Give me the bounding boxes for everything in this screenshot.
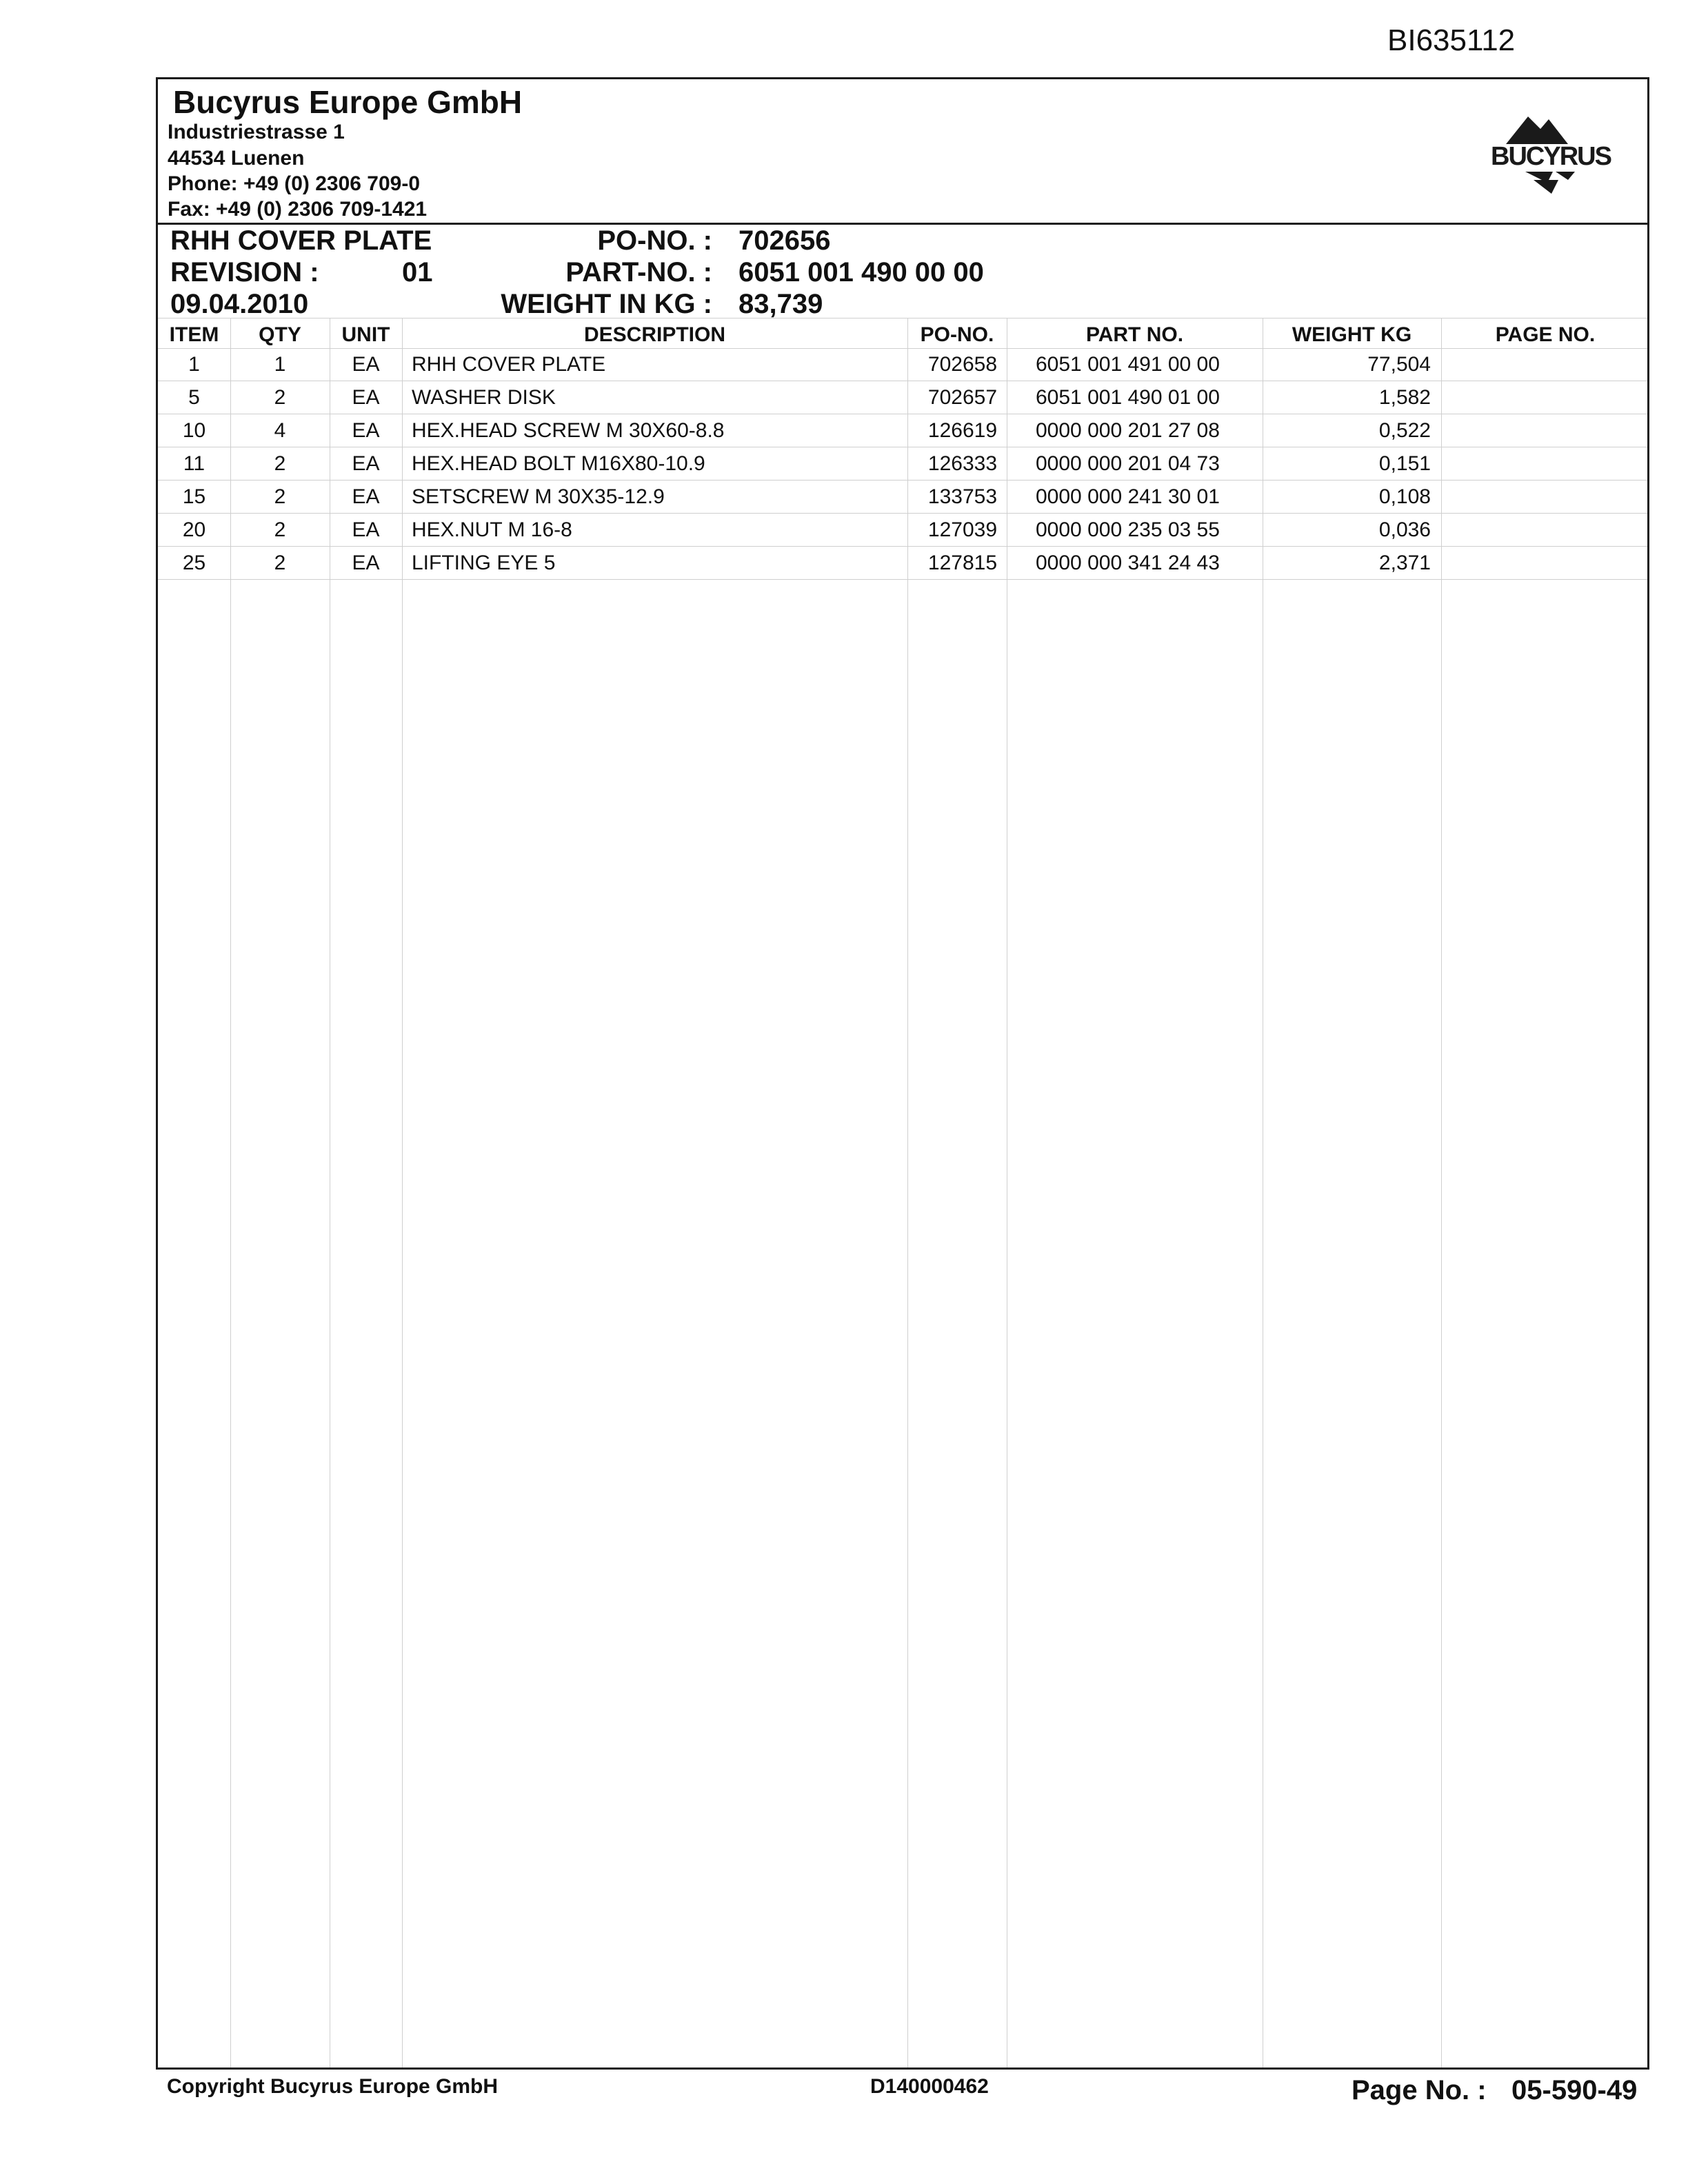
cell-weight: 1,582 — [1378, 386, 1431, 409]
cell-weight: 0,151 — [1378, 452, 1431, 475]
col-header-po: PO-NO. — [920, 323, 994, 346]
cell-po: 127039 — [927, 518, 997, 541]
page-number-label: Page No. : — [1352, 2075, 1487, 2105]
cell-item: 11 — [183, 452, 205, 475]
row-divider — [158, 546, 1647, 547]
company-city: 44534 Luenen — [168, 147, 305, 170]
document-date: 09.04.2010 — [170, 289, 309, 319]
page-number-value: 05-590-49 — [1511, 2075, 1638, 2105]
col-header-unit: UNIT — [341, 323, 390, 346]
cell-unit: EA — [352, 552, 380, 574]
cell-part: 0000 000 201 04 73 — [1036, 452, 1220, 475]
cell-po: 702657 — [927, 386, 997, 409]
cell-unit: EA — [352, 518, 380, 541]
cell-unit: EA — [352, 485, 380, 508]
document-code: D140000462 — [870, 2075, 989, 2098]
col-header-qty: QTY — [259, 323, 301, 346]
part-title: RHH COVER PLATE — [170, 225, 432, 256]
cell-item: 1 — [188, 353, 200, 376]
cell-part: 6051 001 490 01 00 — [1036, 386, 1220, 409]
cell-weight: 0,036 — [1378, 518, 1431, 541]
cell-part: 6051 001 491 00 00 — [1036, 353, 1220, 376]
po-label: PO-NO. : — [597, 225, 712, 256]
revision-value: 01 — [402, 257, 433, 287]
cell-description: SETSCREW M 30X35-12.9 — [412, 485, 665, 508]
weight-value: 83,739 — [738, 289, 823, 319]
cell-part: 0000 000 241 30 01 — [1036, 485, 1220, 508]
po-value: 702656 — [738, 225, 831, 256]
cell-weight: 0,108 — [1378, 485, 1431, 508]
cell-qty: 1 — [274, 353, 286, 376]
cell-weight: 2,371 — [1378, 552, 1431, 574]
col-divider — [402, 318, 403, 2067]
company-phone: Phone: +49 (0) 2306 709-0 — [168, 172, 421, 195]
cell-item: 10 — [182, 419, 206, 442]
cell-qty: 2 — [274, 452, 286, 475]
cell-part: 0000 000 235 03 55 — [1036, 518, 1220, 541]
row-divider — [158, 480, 1647, 481]
part-no-value: 6051 001 490 00 00 — [738, 257, 984, 287]
document-id: BI635112 — [1387, 23, 1516, 57]
part-no-label: PART-NO. : — [565, 257, 712, 287]
cell-weight: 0,522 — [1378, 419, 1431, 442]
cell-po: 133753 — [927, 485, 997, 508]
cell-item: 25 — [182, 552, 206, 574]
cell-part: 0000 000 341 24 43 — [1036, 552, 1220, 574]
company-name: Bucyrus Europe GmbH — [173, 84, 523, 120]
row-divider — [158, 513, 1647, 514]
cell-po: 127815 — [927, 552, 997, 574]
cell-description: RHH COVER PLATE — [412, 353, 606, 376]
revision-label: REVISION : — [170, 257, 319, 287]
cell-unit: EA — [352, 353, 380, 376]
col-divider — [230, 318, 231, 2067]
company-street: Industriestrasse 1 — [168, 121, 345, 143]
cell-description: HEX.HEAD BOLT M16X80-10.9 — [412, 452, 705, 475]
cell-part: 0000 000 201 27 08 — [1036, 419, 1220, 442]
col-header-weight: WEIGHT KG — [1292, 323, 1412, 346]
col-divider — [1441, 318, 1442, 2067]
cell-po: 126619 — [927, 419, 997, 442]
company-fax: Fax: +49 (0) 2306 709-1421 — [168, 198, 428, 221]
cell-unit: EA — [352, 386, 380, 409]
col-header-item: ITEM — [169, 323, 219, 346]
cell-unit: EA — [352, 452, 380, 475]
cell-unit: EA — [352, 419, 380, 442]
cell-qty: 2 — [274, 485, 286, 508]
parts-list-sheet — [156, 77, 1649, 2070]
cell-description: HEX.NUT M 16-8 — [412, 518, 572, 541]
weight-label: WEIGHT IN KG : — [501, 289, 712, 319]
copyright-notice: Copyright Bucyrus Europe GmbH — [167, 2075, 499, 2098]
cell-po: 702658 — [927, 353, 997, 376]
cell-qty: 2 — [274, 518, 286, 541]
cell-weight: 77,504 — [1367, 353, 1431, 376]
cell-description: WASHER DISK — [412, 386, 556, 409]
cell-qty: 4 — [274, 419, 286, 442]
cell-description: LIFTING EYE 5 — [412, 552, 556, 574]
cell-qty: 2 — [274, 386, 286, 409]
header-divider — [158, 223, 1647, 225]
cell-po: 126333 — [927, 452, 997, 475]
bucyrus-logo — [1478, 108, 1623, 198]
cell-item: 5 — [188, 386, 200, 409]
logo-wordmark: BUCYRUS — [1491, 142, 1611, 171]
row-divider — [158, 348, 1647, 349]
col-header-description: DESCRIPTION — [583, 323, 726, 346]
col-header-page: PAGE NO. — [1495, 323, 1596, 346]
row-divider — [158, 579, 1647, 580]
col-header-part: PART NO. — [1085, 323, 1184, 346]
cell-item: 20 — [182, 518, 206, 541]
cell-description: HEX.HEAD SCREW M 30X60-8.8 — [412, 419, 725, 442]
col-divider — [907, 318, 908, 2067]
cell-item: 15 — [182, 485, 206, 508]
cell-qty: 2 — [274, 552, 286, 574]
